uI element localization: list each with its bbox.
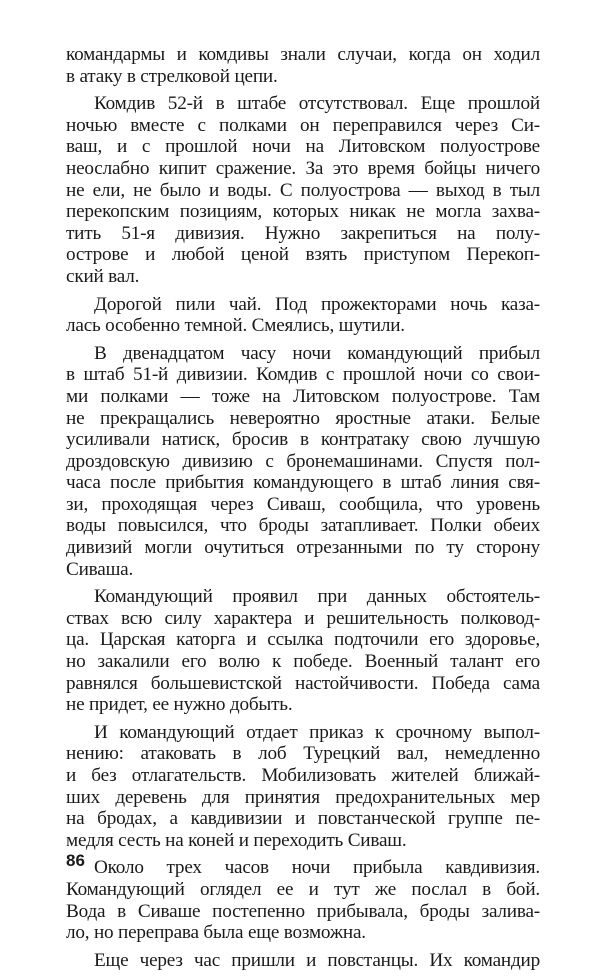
paragraph: [66, 722, 540, 852]
text-line: ших деревень для принятия предохранительных мер: [66, 786, 540, 808]
text-line: Командующий проявил при данных обстоятель-: [94, 586, 540, 608]
text-line: ствах всю силу характера и решительность полковод-: [66, 607, 540, 629]
paragraph: [66, 44, 540, 87]
text-line: Вода в Сиваше постепенно прибывала, броды залива-: [66, 900, 540, 922]
text-line: не прекращались невероятно яростные атаки. Белые: [66, 407, 540, 429]
paragraph: [66, 343, 540, 581]
paragraph: [66, 93, 540, 287]
paragraph: [66, 857, 540, 943]
text-line: в штаб 51-й дивизии. Комдив с прошлой ночи со свои-: [66, 364, 540, 386]
text-line: лась особенно темной. Смеялись, шутили.: [66, 315, 405, 337]
paragraph: [66, 294, 540, 337]
text-line: не придет, ее нужно добыть.: [66, 694, 293, 716]
text-line: Комдив 52-й в штабе отсутствовал. Еще прошлой: [94, 93, 540, 115]
text-line: часа после прибытия командующего в штаб линия свя-: [66, 472, 540, 494]
text-line: ца. Царская каторга и ссылка подточили его здоровье,: [66, 629, 540, 651]
text-line: ский вал.: [66, 265, 140, 287]
text-line: Сиваша.: [66, 558, 134, 580]
text-line: тить 51-я дивизия. Нужно закрепиться на полу-: [66, 222, 540, 244]
text-line: командармы и комдивы знали случаи, когда он ходил: [66, 44, 540, 65]
text-line: Около трех часов ночи прибыла кавдивизия.: [94, 857, 540, 879]
text-line: не ели, не было и воды. С полуострова — выход в тыл: [66, 179, 540, 201]
text-line: Командующий оглядел ее и тут же послал в бой.: [66, 878, 540, 900]
text-line: острове и любой ценой взять приступом Перекоп-: [66, 244, 540, 266]
text-line: неослабно кипит сражение. За это время бойцы ничего: [66, 157, 540, 179]
paragraph: [66, 586, 540, 716]
text-line: но закалили его волю к победе. Военный талант его: [66, 651, 540, 673]
text-line: зи, проходящая через Сиваш, сообщила, что уровень: [66, 493, 540, 515]
text-line: дивизий могли очутиться отрезанными по ту сторону: [66, 537, 540, 559]
text-line: на бродах, а кавдивизии и повстанческой группе пе-: [66, 808, 540, 830]
page-number: 86: [66, 851, 85, 870]
text-line: ми полками — тоже на Литовском полуострове. Там: [66, 385, 540, 407]
text-line: ло, но переправа была еще возможна.: [66, 922, 366, 944]
text-line: усиливали натиск, бросив в контратаку свою лучшую: [66, 429, 540, 451]
body-text: [66, 44, 540, 977]
text-line: и без отлагательств. Мобилизовать жителей ближай-: [66, 765, 540, 786]
text-line: нению: атаковать в лоб Турецкий вал, немедленно: [66, 743, 540, 765]
text-line: равнялся большевистской настойчивости. Победа сама: [66, 672, 540, 694]
text-line: ночью вместе с полками он переправился через Си-: [66, 114, 540, 136]
text-line: Еще через час пришли и повстанцы. Их командир: [94, 949, 540, 971]
text-line: перекопским позициям, которых никак не могла захва-: [66, 201, 540, 223]
text-line: ваш, и с прошлой ночи на Литовском полуострове: [66, 136, 540, 158]
text-line: дроздовскую дивизию с бронемашинами. Спустя пол-: [66, 450, 540, 472]
text-line: воды повысился, что броды затапливает. Полки обеих: [66, 515, 540, 537]
text-line: В двенадцатом часу ночи командующий прибыл: [94, 342, 540, 364]
text-line: Дорогой пили чай. Под прожекторами ночь каза-: [94, 293, 540, 315]
paragraph: [66, 950, 540, 972]
text-line: медля сесть на коней и переходить Сиваш.: [66, 829, 407, 851]
text-line: И командующий отдает приказ к срочному выпол-: [94, 721, 540, 743]
text-line: в атаку в стрелковой цепи.: [66, 65, 278, 87]
